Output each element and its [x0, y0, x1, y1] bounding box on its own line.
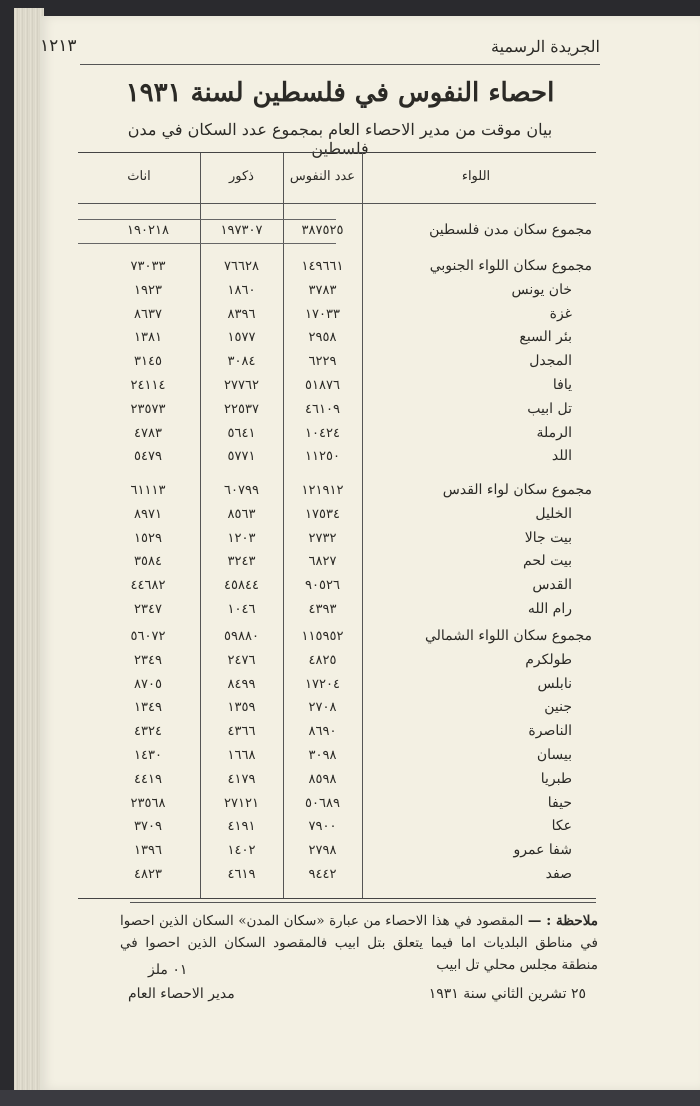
row-males: ٨٣٩٦ — [227, 306, 256, 322]
table-row — [78, 675, 596, 699]
row-district-name: بيت لحم — [523, 553, 572, 570]
row-females: ١٣٨١ — [134, 330, 162, 346]
row-district-name: شفا عمرو — [513, 842, 572, 859]
header-population: عدد النفوس — [289, 169, 356, 184]
row-females: ٥٤٧٩ — [134, 449, 162, 465]
row-district-name: مجموع سكان مدن فلسطين — [429, 222, 592, 238]
row-population: ٢٧٠٨ — [308, 700, 337, 716]
row-population: ١٧٢٠٤ — [305, 676, 340, 692]
row-males: ١٥٧٧ — [227, 330, 256, 346]
row-district-name: مجموع سكان اللواء الجنوبي — [429, 258, 592, 274]
row-males: ٢٤٧٦ — [227, 652, 256, 668]
table-row — [78, 328, 596, 352]
row-population: ١٧٥٣٤ — [305, 506, 340, 522]
row-population: ٢٧٩٨ — [308, 843, 337, 859]
row-population: ٤٨٢٥ — [308, 652, 337, 668]
row-males: ٣٠٨٤ — [227, 354, 256, 370]
table-row — [78, 746, 596, 770]
row-district-name: المجدل — [529, 353, 572, 370]
table-row — [78, 505, 596, 529]
table-row — [78, 352, 596, 376]
row-population: ١١٥٩٥٢ — [301, 629, 344, 644]
table-row — [78, 576, 596, 600]
row-males: ٤٦١٩ — [227, 867, 256, 882]
row-population: ١٤٩٦٦١ — [301, 259, 344, 274]
footer-date: ٢٥ تشرين الثاني سنة ١٩٣١ — [428, 986, 586, 1002]
header-rule — [80, 64, 600, 65]
table-row — [78, 794, 596, 818]
row-population: ٢٧٣٢ — [308, 530, 337, 546]
population-table — [78, 152, 596, 899]
row-population: ٥٠٦٨٩ — [305, 795, 340, 811]
table-row — [78, 376, 596, 400]
row-females: ٨٧٠٥ — [134, 676, 162, 692]
row-males: ٤٣٦٦ — [227, 724, 256, 740]
row-district-name: طبريا — [540, 770, 572, 787]
row-males: ٥٦٤١ — [227, 425, 256, 441]
table-header-row — [78, 153, 596, 204]
table-row — [78, 817, 596, 841]
row-district-name: تل ابيب — [527, 400, 572, 417]
row-females: ٣٧٠٩ — [134, 819, 162, 835]
row-females: ١٣٩٦ — [134, 843, 162, 859]
row-males: ٧٦٦٢٨ — [224, 259, 259, 274]
row-males: ١٩٧٣٠٧ — [220, 223, 263, 238]
row-district-name: عكا — [551, 818, 572, 835]
gazette-name: الجريدة الرسمية — [490, 36, 600, 56]
row-males: ١٦٦٨ — [227, 748, 256, 763]
row-population: ١٠٤٢٤ — [305, 425, 340, 441]
page-subtitle: بيان موقت من مدير الاحصاء العام بمجموع عدد السكان في مدن فلسطين — [127, 120, 553, 158]
table-row — [78, 627, 596, 651]
row-females: ١٤٣٠ — [134, 748, 162, 763]
table-row — [78, 651, 596, 675]
row-females: ٤٤١٩ — [134, 771, 162, 787]
table-row — [78, 698, 596, 722]
table-row — [78, 865, 596, 889]
footnote — [120, 910, 598, 976]
row-population: ٧٩٠٠ — [308, 819, 337, 835]
row-district-name: مجموع سكان اللواء الشمالي — [424, 628, 592, 644]
row-district-name: الناصرة — [528, 723, 572, 740]
table-row — [78, 221, 596, 245]
row-district-name: القدس — [532, 577, 572, 594]
row-males: ٥٧٧١ — [227, 449, 256, 465]
row-population: ٢٩٥٨ — [308, 330, 337, 346]
row-district-name: مجموع سكان لواء القدس — [442, 482, 592, 498]
row-district-name: يافا — [552, 377, 572, 393]
row-females: ٤٣٢٤ — [134, 724, 162, 740]
row-population: ٦٨٢٧ — [308, 554, 337, 570]
row-district-name: الرملة — [536, 424, 572, 441]
row-females: ١٣٤٩ — [134, 700, 162, 716]
row-population: ٨٥٩٨ — [308, 771, 337, 787]
table-row — [78, 424, 596, 448]
table-row — [78, 305, 596, 329]
row-district-name: خان يونس — [511, 281, 572, 298]
table-row — [78, 281, 596, 305]
row-population: ٥١٨٧٦ — [305, 378, 340, 393]
row-females: ٢٤١١٤ — [130, 378, 166, 393]
row-population: ٣٧٨٣ — [308, 282, 337, 298]
header-district: اللواء — [461, 169, 491, 184]
row-population: ٩٠٥٢٦ — [305, 578, 340, 594]
row-population: ٨٦٩٠ — [308, 724, 337, 740]
row-females: ٤٤٦٨٢ — [130, 578, 166, 594]
row-population: ٣٠٩٨ — [308, 748, 337, 763]
row-district-name: نابلس — [537, 675, 572, 692]
note-rule — [130, 902, 596, 903]
table-row — [78, 257, 596, 281]
table-row — [78, 481, 596, 505]
row-females: ٢٣٤٩ — [134, 652, 162, 668]
note-text: المقصود في هذا الاحصاء من عبارة «سكان المدن» السكان الذين احصوا في مناطق البلديات اما فيما يتعلق بتل ابيب فالمقصود السكان الذين احصوا في منطقة مجلس محلي تل ابيب — [120, 913, 598, 973]
row-males: ٥٩٨٨٠ — [224, 629, 259, 644]
footer-signatory: مدير الاحصاء العام — [128, 986, 235, 1002]
row-males: ٨٥٦٣ — [227, 506, 256, 522]
row-males: ٤١٩١ — [227, 819, 256, 835]
row-population: ٣٨٧٥٢٥ — [301, 223, 344, 238]
row-females: ٧٣٠٣٣ — [130, 259, 166, 274]
row-district-name: حيفا — [547, 794, 572, 811]
row-females: ٤٨٢٣ — [134, 867, 162, 882]
table-row — [78, 770, 596, 794]
row-females: ٨٩٧١ — [134, 506, 162, 522]
row-males: ٢٧١٢١ — [224, 795, 259, 811]
table-row — [78, 600, 596, 624]
row-females: ١٩٠٢١٨ — [127, 223, 169, 238]
row-males: ١٠٤٦ — [227, 602, 256, 617]
row-population: ٤٣٩٣ — [308, 602, 337, 617]
row-females: ٦١١١٣ — [130, 483, 166, 498]
row-district-name: الخليل — [535, 505, 572, 522]
row-males: ٦٠٧٩٩ — [224, 483, 259, 498]
row-population: ١٧٠٣٣ — [305, 306, 340, 322]
header-males: ذكور — [229, 169, 254, 184]
row-district-name: جنين — [544, 699, 572, 716]
row-females: ٨٦٣٧ — [134, 306, 162, 322]
table-row — [78, 447, 596, 471]
row-district-name: رام الله — [527, 601, 572, 617]
page-number: ١٢١٣ — [40, 36, 77, 56]
row-males: ١٨٦٠ — [227, 282, 256, 298]
row-males: ٨٤٩٩ — [227, 676, 256, 692]
row-females: ٤٧٨٣ — [134, 425, 162, 441]
row-population: ٩٤٤٢ — [308, 867, 337, 882]
table-row — [78, 841, 596, 865]
row-population: ١٢١٩١٢ — [301, 483, 344, 498]
row-district-name: صفد — [545, 866, 572, 882]
row-females: ٣١٤٥ — [134, 354, 162, 370]
row-females: ٣٥٨٤ — [134, 554, 162, 570]
row-population: ١١٢٥٠ — [305, 449, 340, 465]
table-row — [78, 529, 596, 553]
row-females: ٢٣٥٧٣ — [130, 401, 166, 417]
row-district-name: بيت جالا — [524, 529, 572, 546]
row-males: ١٤٠٢ — [227, 843, 256, 859]
row-district-name: غزة — [549, 305, 572, 322]
row-males: ٢٧٧٦٢ — [224, 378, 259, 393]
row-males: ٤٥٨٤٤ — [224, 578, 259, 594]
footer-reference: ٠١ ملز — [148, 962, 188, 978]
note-label: ملاحظة : — — [527, 913, 598, 929]
row-district-name: طولكرم — [525, 651, 572, 668]
row-population: ٦٢٢٩ — [308, 354, 337, 370]
row-population: ٤٦١٠٩ — [305, 401, 340, 417]
table-row — [78, 722, 596, 746]
row-females: ٥٦٠٧٢ — [130, 629, 166, 644]
row-females: ٢٣٥٦٨ — [130, 795, 166, 811]
running-header — [40, 32, 600, 60]
header-females: اناث — [127, 169, 151, 184]
row-district-name: بيسان — [536, 747, 572, 763]
page-title: احصاء النفوس في فلسطين لسنة ١٩٣١ — [125, 78, 555, 108]
row-females: ٢٣٤٧ — [134, 602, 162, 617]
row-females: ١٥٢٩ — [134, 530, 162, 546]
row-females: ١٩٢٣ — [134, 282, 162, 298]
row-males: ٣٢٤٣ — [227, 554, 256, 570]
table-row — [78, 400, 596, 424]
row-males: ٢٢٥٣٧ — [224, 401, 259, 417]
scan-bottom-edge — [0, 1090, 700, 1106]
table-row — [78, 552, 596, 576]
row-males: ٤١٧٩ — [227, 771, 256, 787]
row-district-name: بئر السبع — [519, 329, 572, 346]
row-males: ١٢٠٣ — [227, 530, 256, 546]
total-rule — [78, 219, 336, 220]
row-males: ١٣٥٩ — [227, 700, 256, 716]
row-district-name: اللد — [551, 448, 572, 465]
